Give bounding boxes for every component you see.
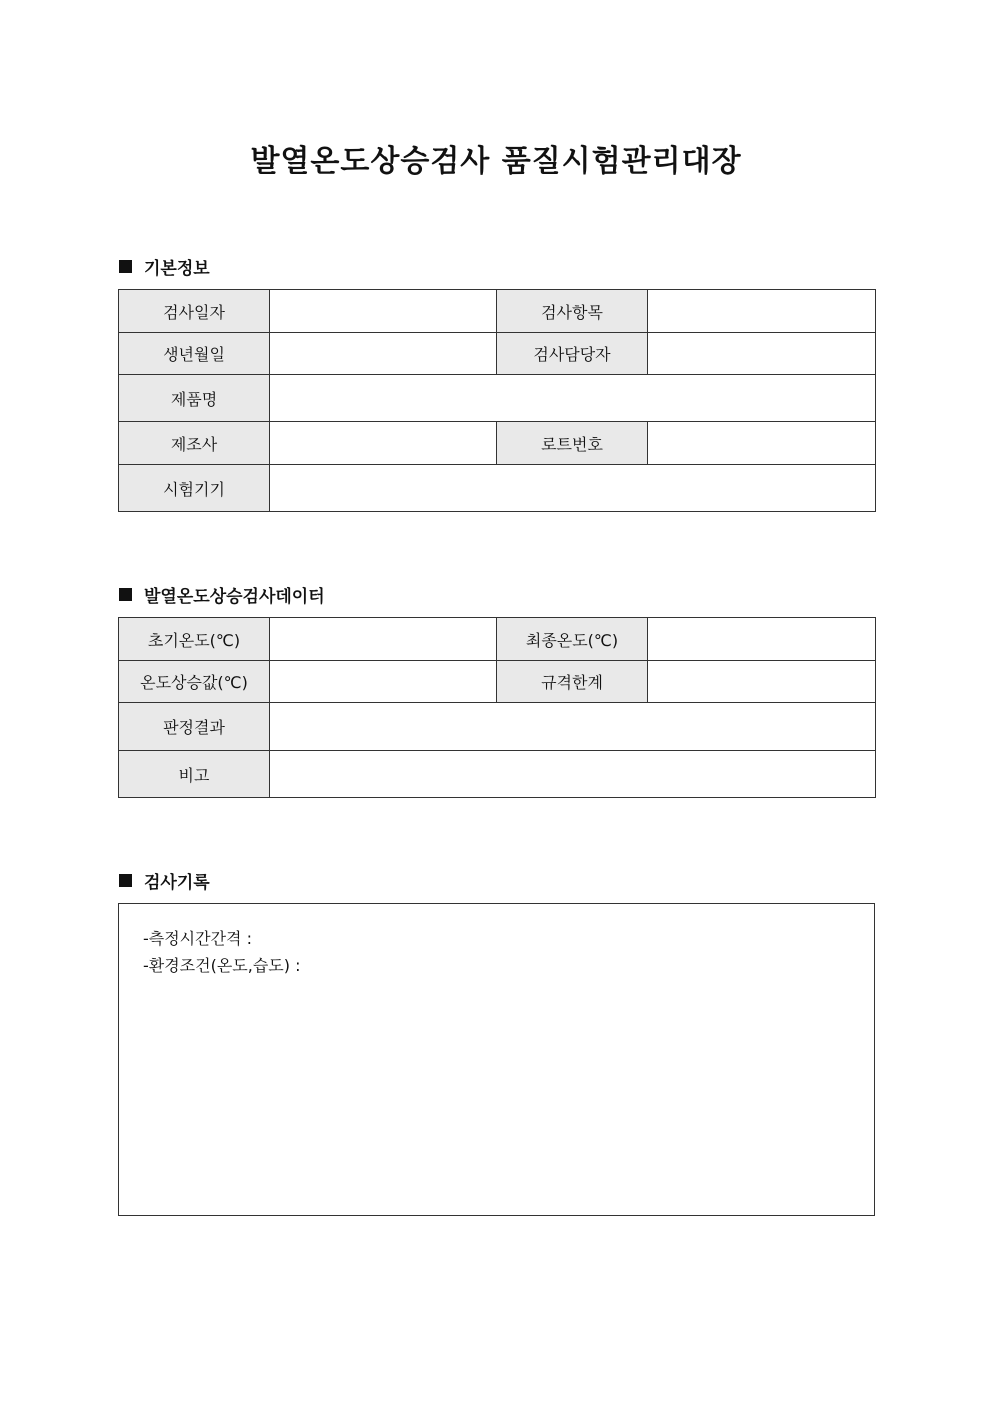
birth-date-field[interactable] [270,333,497,375]
test-equipment-field[interactable] [270,465,876,512]
label-test-equipment: 시험기기 [119,465,270,512]
label-spec-limit: 규격한계 [497,661,648,703]
initial-temp-field[interactable] [270,618,497,661]
final-temp-field[interactable] [648,618,876,661]
temp-rise-field[interactable] [270,661,497,703]
table-row [119,751,876,798]
label-judgment: 판정결과 [119,703,270,751]
basic-info-table [118,289,876,512]
lot-number-field[interactable] [648,422,876,465]
inspection-record-box[interactable] [118,903,875,1216]
square-bullet-icon [119,260,132,273]
page-title: 발열온도상승검사 품질시험관리대장 [250,144,742,179]
record-line-interval: -측정시간간격 : [143,929,252,948]
section-heading-label: 검사기록 [144,873,210,893]
label-product-name: 제품명 [119,375,270,422]
table-row [119,422,876,465]
label-manufacturer: 제조사 [119,422,270,465]
section-heading-label: 발열온도상승검사데이터 [144,587,325,607]
square-bullet-icon [119,588,132,601]
label-remarks: 비고 [119,751,270,798]
section-heading-test-data [119,582,325,607]
inspector-field[interactable] [648,333,876,375]
remarks-field[interactable] [270,751,876,798]
section-heading-label: 기본정보 [144,259,210,279]
record-line-environment: -환경조건(온도,습도) : [143,956,301,975]
table-row [119,703,876,751]
table-row [119,618,876,661]
label-initial-temp: 초기온도(℃) [119,618,270,661]
inspection-item-field[interactable] [648,290,876,333]
manufacturer-field[interactable] [270,422,497,465]
label-temp-rise: 온도상승값(℃) [119,661,270,703]
spec-limit-field[interactable] [648,661,876,703]
label-inspection-date: 검사일자 [119,290,270,333]
label-birth-date: 생년월일 [119,333,270,375]
inspection-date-field[interactable] [270,290,497,333]
table-row [119,333,876,375]
table-row [119,375,876,422]
label-final-temp: 최종온도(℃) [497,618,648,661]
judgment-field[interactable] [270,703,876,751]
table-row [119,290,876,333]
test-data-table [118,617,876,798]
product-name-field[interactable] [270,375,876,422]
section-heading-basic-info [119,254,210,279]
table-row [119,661,876,703]
square-bullet-icon [119,874,132,887]
label-lot-number: 로트번호 [497,422,648,465]
label-inspector: 검사담당자 [497,333,648,375]
table-row [119,465,876,512]
section-heading-inspection-record [119,868,210,893]
label-inspection-item: 검사항목 [497,290,648,333]
